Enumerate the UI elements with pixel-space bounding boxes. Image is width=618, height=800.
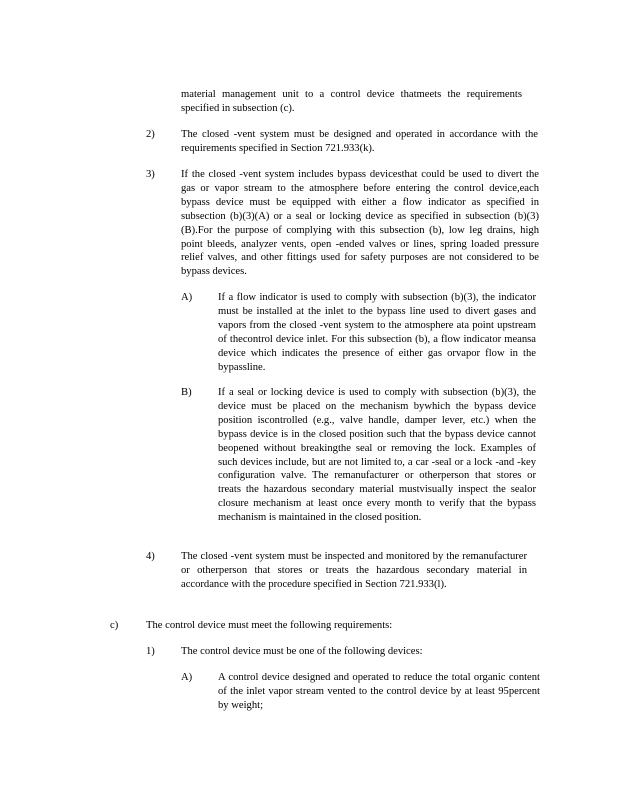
subitem-marker: A) bbox=[181, 292, 193, 303]
continuation-paragraph: material management unit to a control device thatmeets the requirements specified in subsection (c). bbox=[181, 89, 522, 114]
item-marker: 4) bbox=[146, 551, 155, 562]
item-text: The control device must be one of the following devices: bbox=[181, 646, 423, 657]
subitem-text: If a flow indicator is used to comply with subsection (b)(3), the indicator must be installed at the inlet to the bypass line used to divert gases and vapors from the closed -vent system to the atmosphere ata point upstream of thecontrol device inlet. For this subsection (b), a flow indicator meansa device which indicates the presence of either gas orvapor flow in the bypassline. bbox=[218, 292, 536, 373]
subitem-text: If a seal or locking device is used to comply with subsection (b)(3), the device must be placed on the mechanism bywhich the bypass device position iscontrolled (e.g., valve handle, damper lever, etc.) when the bypass device is in the closed position such that the bypass device cannot beopened without breakingthe seal or removing the lock. Examples of such devices include, but are not limited to, a car -seal or a lock -and -key configuration valve. The remanufacturer or otherperson that stores or treats the hazardous secondary material mustvisually inspect the sealor closure mechanism at least once every month to verify that the bypass mechanism is maintained in the closed position. bbox=[218, 387, 536, 524]
item-text: If the closed -vent system includes bypass devicesthat could be used to divert the gas or vapor stream to the atmosphere before entering the control device,each bypass device must be equipped with either a flow indicator as specified in subsection (b)(3)(A) or a seal or locking device as specified in subsection (b)(3)(B).For the purpose of complying with this subsection (b), low leg drains, high point bleeds, analyzer vents, open -ended valves or lines, spring loaded pressure relief valves, and other fittings used for safety purposes are not considered to be bypass devices. bbox=[181, 169, 539, 278]
subitem-text: A control device designed and operated to reduce the total organic content of the inlet vapor stream vented to the control device by at least 95percent by weight; bbox=[218, 672, 540, 711]
item-marker: 1) bbox=[146, 646, 155, 657]
subitem-marker: A) bbox=[181, 672, 193, 683]
item-text: The closed -vent system must be designed and operated in accordance with the requirements specified in Section 721.933(k). bbox=[181, 129, 538, 154]
section-marker: c) bbox=[110, 620, 119, 631]
section-heading: The control device must meet the following requirements: bbox=[146, 620, 393, 631]
item-marker: 2) bbox=[146, 129, 155, 140]
subitem-marker: B) bbox=[181, 387, 192, 398]
item-marker: 3) bbox=[146, 169, 155, 180]
item-text: The closed -vent system must be inspected and monitored by the remanufacturer or otherperson that stores or treats the hazardous secondary material in accordance with the procedure specified in Section 721.933(l). bbox=[181, 551, 527, 590]
